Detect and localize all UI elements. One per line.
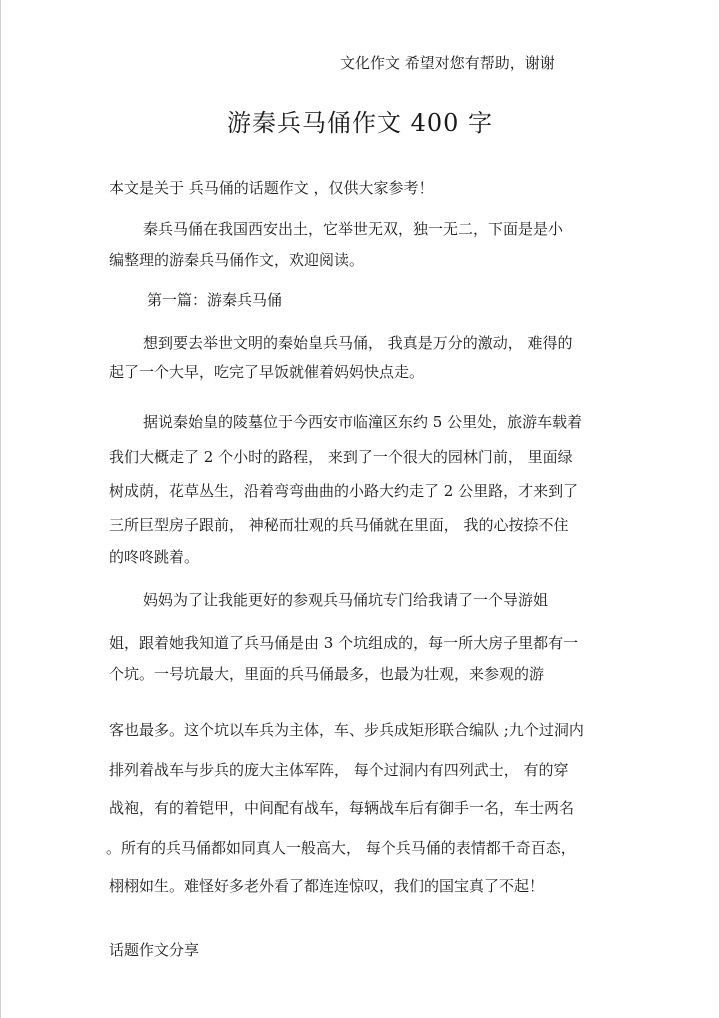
paragraph-line: 客也最多。这个坑以车兵为主体，车、步兵成矩形联合编队 ;九个过洞内 — [109, 721, 584, 739]
paragraph-line: 栩栩如生。难怪好多老外看了都连连惊叹，我们的国宝真了不起！ — [109, 877, 545, 895]
section-heading: 第一篇：游秦兵马俑 — [147, 291, 283, 309]
paragraph-line: 我们大概走了 2 个小时的路程， 来到了一个很大的园林门前， 里面绿 — [109, 448, 573, 466]
intro-line: 本文是关于 兵马俑的话题作文 ，仅供大家参考！ — [109, 179, 434, 197]
document-title: 游秦兵马俑作文 400 字 — [226, 109, 494, 137]
paragraph-line: 的咚咚跳着。 — [109, 548, 200, 566]
paragraph-line: 据说秦始皇的陵墓位于今西安市临潼区东约 5 公里处，旅游车载着 — [143, 413, 583, 431]
paragraph-line: 。所有的兵马俑都如同真人一般高大， 每个兵马俑的表情都千奇百态， — [106, 839, 576, 857]
paragraph-line: 战袍，有的着铠甲，中间配有战车，每辆战车后有御手一名，车士两名 — [109, 799, 575, 817]
paragraph-line: 三所巨型房子跟前， 神秘而壮观的兵马俑就在里面， 我的心按捺不住 — [109, 516, 569, 534]
paragraph-line: 编整理的游秦兵马俑作文，欢迎阅读。 — [109, 251, 365, 269]
paragraph-line: 秦兵马俑在我国西安出土，它举世无双，独一无二，下面是是小 — [143, 220, 564, 238]
paragraph-line: 想到要去举世文明的秦始皇兵马俑， 我真是万分的激动， 难得的 — [143, 334, 573, 352]
paragraph-line: 个坑。一号坑最大，里面的兵马俑最多，也最为壮观，来参观的游 — [109, 665, 545, 683]
paragraph-line: 妈妈为了让我能更好的参观兵马俑坑专门给我请了一个导游姐 — [143, 591, 549, 609]
paragraph-line: 姐，跟着她我知道了兵马俑是由 3 个坑组成的，每一所大房子里都有一 — [109, 634, 579, 652]
paragraph-line: 起了一个大早，吃完了早饭就催着妈妈快点走。 — [109, 363, 425, 381]
paragraph-line: 排列着战车与步兵的庞大主体军阵， 每个过洞内有四列武士， 有的穿 — [109, 761, 569, 779]
page-edge-left — [0, 0, 1, 1018]
paragraph-line: 树成荫，花草丛生，沿着弯弯曲曲的小路大约走了 2 公里路，才来到了 — [109, 482, 579, 500]
page-footer-text: 话题作文分享 — [109, 941, 200, 959]
page-header-text: 文化作文 希望对您有帮助，谢谢 — [340, 54, 555, 72]
